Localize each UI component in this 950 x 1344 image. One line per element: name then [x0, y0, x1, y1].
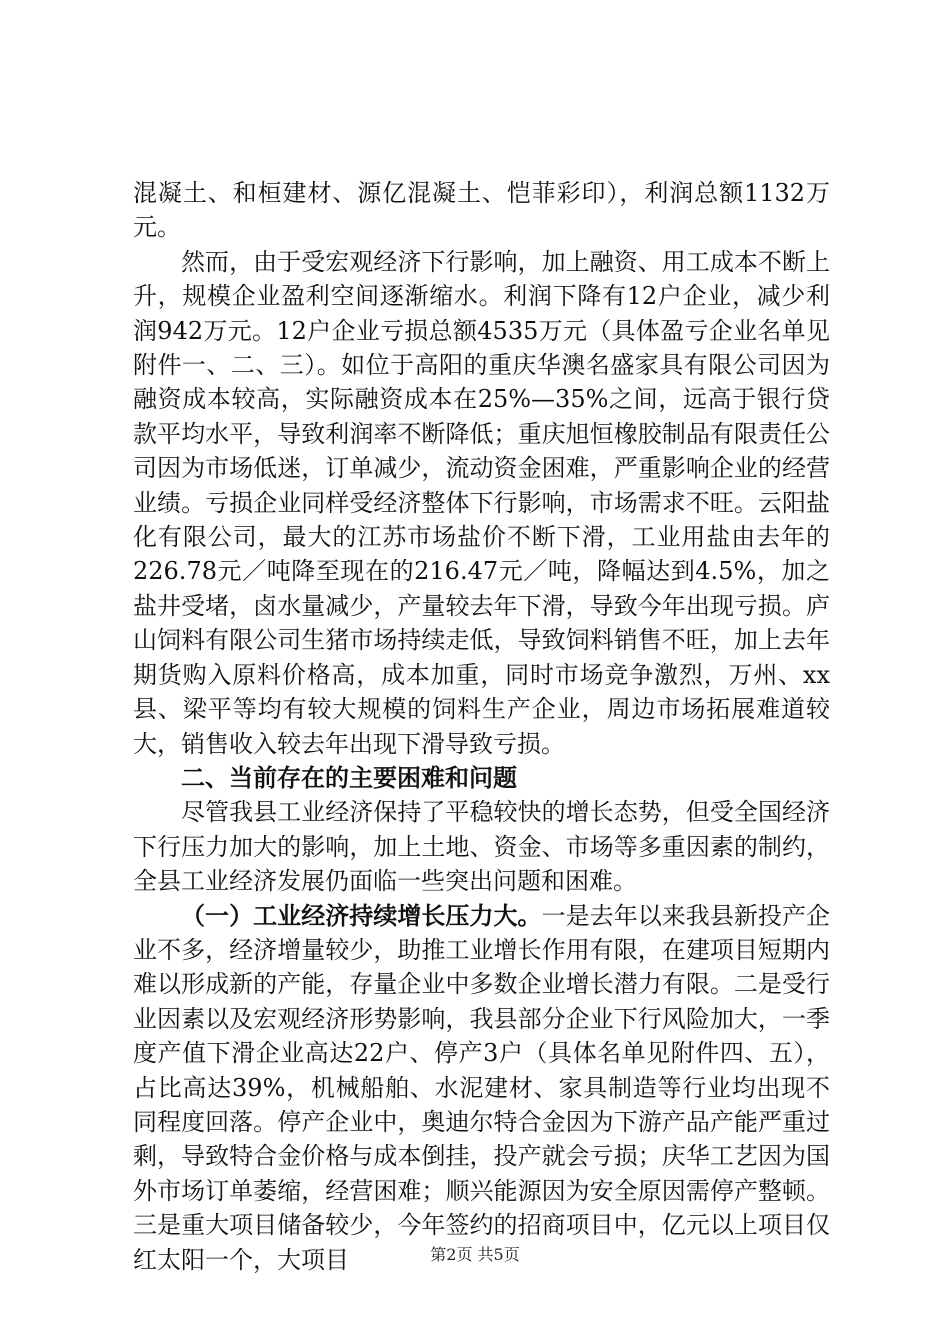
- paragraph-growth-pressure: [133, 899, 830, 1277]
- paragraph-continuation: 混凝土、和桓建材、源亿混凝土、恺菲彩印），利润总额1132万元。: [133, 179, 830, 242]
- section-heading: 二、当前存在的主要困难和问题: [181, 763, 517, 792]
- subsection-lead: （一）工业经济持续增长压力大。: [181, 901, 542, 930]
- paragraph-overview: 尽管我县工业经济保持了平稳较快的增长态势，但受全国经济下行压力加大的影响，加上土地、资金、市场等多重因素的制约，全县工业经济发展仍面临一些突出问题和困难。: [133, 798, 830, 896]
- page-footer: 第2页 共5页: [430, 1245, 520, 1264]
- paragraph-profit-decline: 然而，由于受宏观经济下行影响，加上融资、用工成本不断上升，规模企业盈利空间逐渐缩水。利润下降有12户企业，减少利润942万元。12户企业亏损总额4535万元（具体盈亏企业名单见附件一、二、三）。如位于高阳的重庆华澳名盛家具有限公司因为融资成本较高，实际融资成本在25%—35%之间，远高于银行贷款平均水平，导致利润率不断降低；重庆旭恒橡胶制品有限责任公司因为市场低迷，订单减少，流动资金困难，严重影响企业的经营业绩。亏损企业同样受经济整体下行影响，市场需求不旺。云阳盐化有限公司，最大的江苏市场盐价不断下滑，工业用盐由去年的226.78元／吨降至现在的216.47元／吨，降幅达到4.5%，加之盐井受堵，卤水量减少，产量较去年下滑，导致今年出现亏损。庐山饲料有限公司生猪市场持续走低，导致饲料销售不旺，加上去年期货购入原料价格高，成本加重，同时市场竞争激烈，万州、xx县、梁平等均有较大规模的饲料生产企业，周边市场拓展难道较大，销售收入较去年出现下滑导致亏损。: [133, 247, 830, 758]
- subsection-text: 一是去年以来我县新投产企业不多，经济增量较少，助推工业增长作用有限，在建项目短期内难以形成新的产能，存量企业中多数企业增长潜力有限。二是受行业因素以及宏观经济形势影响，我县部分企业下行风险加大，一季度产值下滑企业高达22户、停产3户（具体名单见附件四、五），占比高达39%，机械船舶、水泥建材、家具制造等行业均出现不同程度回落。停产企业中，奥迪尔特合金因为下游产品产能严重过剩，导致特合金价格与成本倒挂，投产就会亏损；庆华工艺因为国外市场订单萎缩，经营困难；顺兴能源因为安全原因需停产整顿。三是重大项目储备较少，今年签约的招商项目中，亿元以上项目仅红太阳一个，大项目: [133, 901, 831, 1274]
- document-body: [133, 176, 830, 1277]
